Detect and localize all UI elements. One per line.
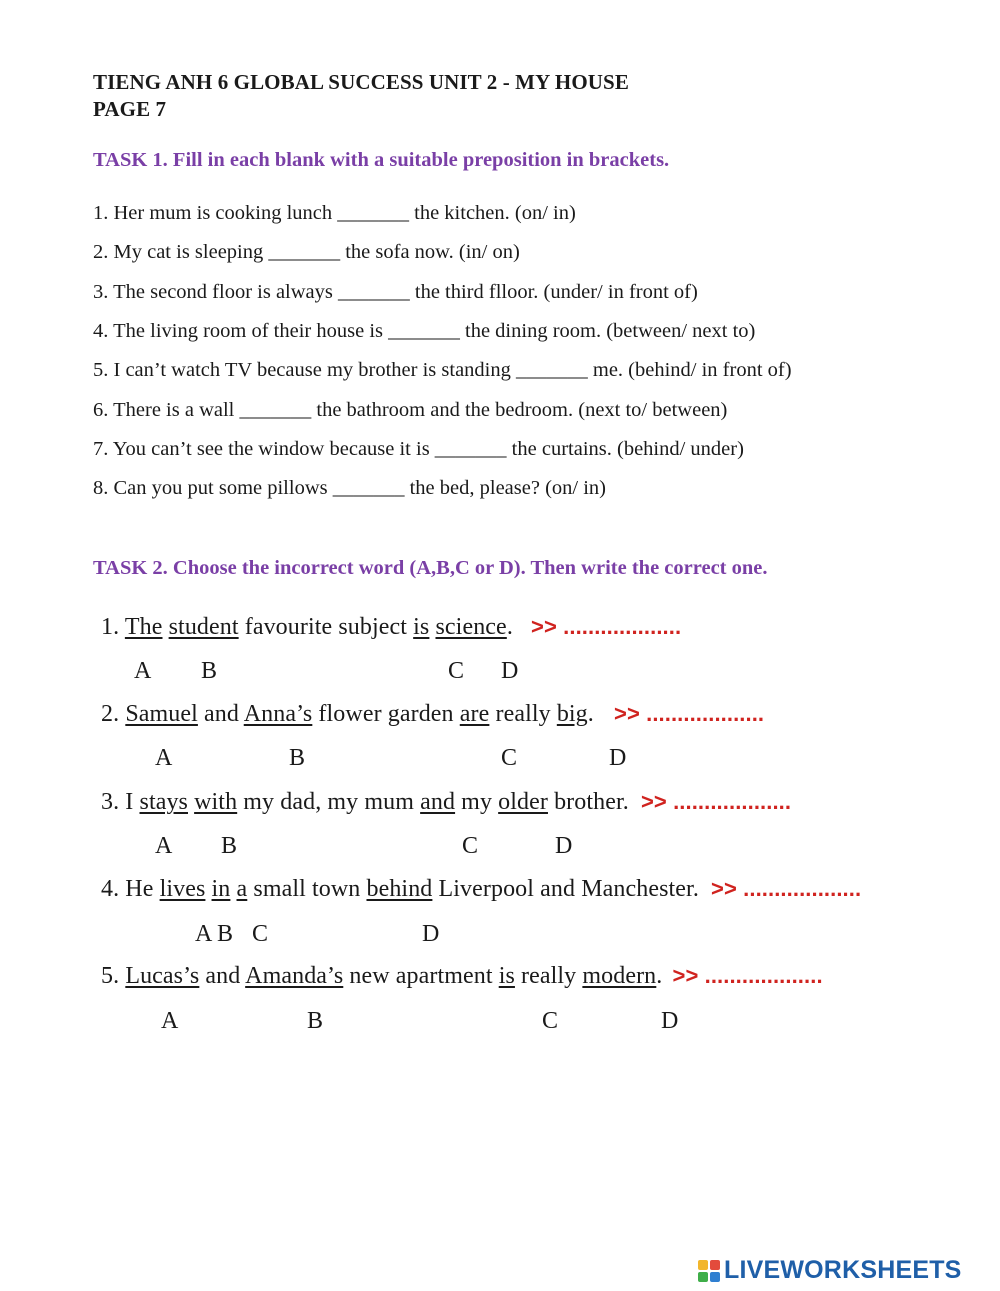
task2-question: 3. I stays with my dad, my mum and my older brother. >> ................... xyxy=(101,789,792,815)
option-a-word: Samuel xyxy=(125,701,198,727)
option-b-word: Anna’s xyxy=(243,701,313,727)
option-c-word: are xyxy=(459,701,490,727)
option-letter: C xyxy=(501,745,518,771)
task1-heading: TASK 1. Fill in each blank with a suitable preposition in brackets. xyxy=(93,149,670,171)
task1-item: 5. I can’t watch TV because my brother is standing _______ me. (behind/ in front of) xyxy=(93,359,792,381)
option-d-word: behind xyxy=(366,876,433,902)
option-letter: A xyxy=(134,658,152,684)
option-letter: A xyxy=(161,1008,179,1034)
option-letter: B xyxy=(221,833,238,859)
worksheet-title: TIENG ANH 6 GLOBAL SUCCESS UNIT 2 - MY HOUSE xyxy=(93,70,629,94)
option-letter: D xyxy=(661,1008,679,1034)
option-letter: B xyxy=(289,745,306,771)
option-letter: A xyxy=(155,745,173,771)
answer-blank[interactable]: >> ................... xyxy=(672,963,823,988)
task2-question: 2. Samuel and Anna’s flower garden are really big. >> ................... xyxy=(101,701,765,727)
task1-item: 7. You can’t see the window because it is _______ the curtains. (behind/ under) xyxy=(93,438,744,460)
option-c-word: is xyxy=(498,963,515,989)
option-letter: A xyxy=(155,833,173,859)
option-letter: C xyxy=(542,1008,559,1034)
option-letter: B xyxy=(201,658,218,684)
option-letter: C xyxy=(448,658,465,684)
task2-question: 4. He lives in a small town behind Liverpool and Manchester. >> ................... xyxy=(101,876,862,902)
option-d-word: modern xyxy=(582,963,657,989)
option-b-word: student xyxy=(168,614,239,640)
answer-blank[interactable]: >> ................... xyxy=(711,876,862,901)
task1-item: 8. Can you put some pillows _______ the bed, please? (on/ in) xyxy=(93,477,606,499)
option-d-word: big xyxy=(556,701,588,727)
task1-item: 3. The second floor is always _______ the third flloor. (under/ in front of) xyxy=(93,281,698,303)
liveworksheets-icon xyxy=(698,1260,720,1282)
option-b-word: Amanda’s xyxy=(245,963,344,989)
answer-blank[interactable]: >> ................... xyxy=(614,701,765,726)
answer-blank[interactable]: >> ................... xyxy=(640,789,792,814)
option-letter: C xyxy=(252,921,269,947)
option-a-word: stays xyxy=(139,789,188,815)
option-b-word: in xyxy=(211,876,231,902)
option-b-word: with xyxy=(194,789,238,815)
option-letter: D xyxy=(422,921,440,947)
option-a-word: Lucas’s xyxy=(125,963,200,989)
option-letter: B xyxy=(307,1008,324,1034)
option-a-word: The xyxy=(124,614,163,640)
option-c-word: and xyxy=(420,789,456,815)
task1-item: 2. My cat is sleeping _______ the sofa now. (in/ on) xyxy=(93,241,520,263)
option-d-word: science xyxy=(435,614,507,640)
answer-blank[interactable]: >> ................... xyxy=(531,614,682,639)
task2-question: 5. Lucas’s and Amanda’s new apartment is really modern. >> ................... xyxy=(101,963,823,989)
task2-question: 1. The student favourite subject is science. >> ................... xyxy=(101,614,682,640)
option-letter: D xyxy=(555,833,573,859)
brand-name: LIVEWORKSHEETS xyxy=(724,1256,962,1284)
option-d-word: older xyxy=(498,789,548,815)
task1-item: 4. The living room of their house is _______ the dining room. (between/ next to) xyxy=(93,320,756,342)
task1-item: 1. Her mum is cooking lunch _______ the kitchen. (on/ in) xyxy=(93,202,576,224)
option-c-word: is xyxy=(413,614,430,640)
option-a-word: lives xyxy=(159,876,206,902)
option-letter: D xyxy=(609,745,627,771)
page-number: PAGE 7 xyxy=(93,97,167,121)
option-letter: C xyxy=(462,833,479,859)
task2-heading: TASK 2. Choose the incorrect word (A,B,C or D). Then write the correct one. xyxy=(93,557,768,579)
option-letter: A B xyxy=(195,921,234,947)
option-c-word: a xyxy=(236,876,248,902)
brand-logo xyxy=(698,1256,962,1285)
task1-item: 6. There is a wall _______ the bathroom and the bedroom. (next to/ between) xyxy=(93,399,728,421)
option-letter: D xyxy=(501,658,519,684)
